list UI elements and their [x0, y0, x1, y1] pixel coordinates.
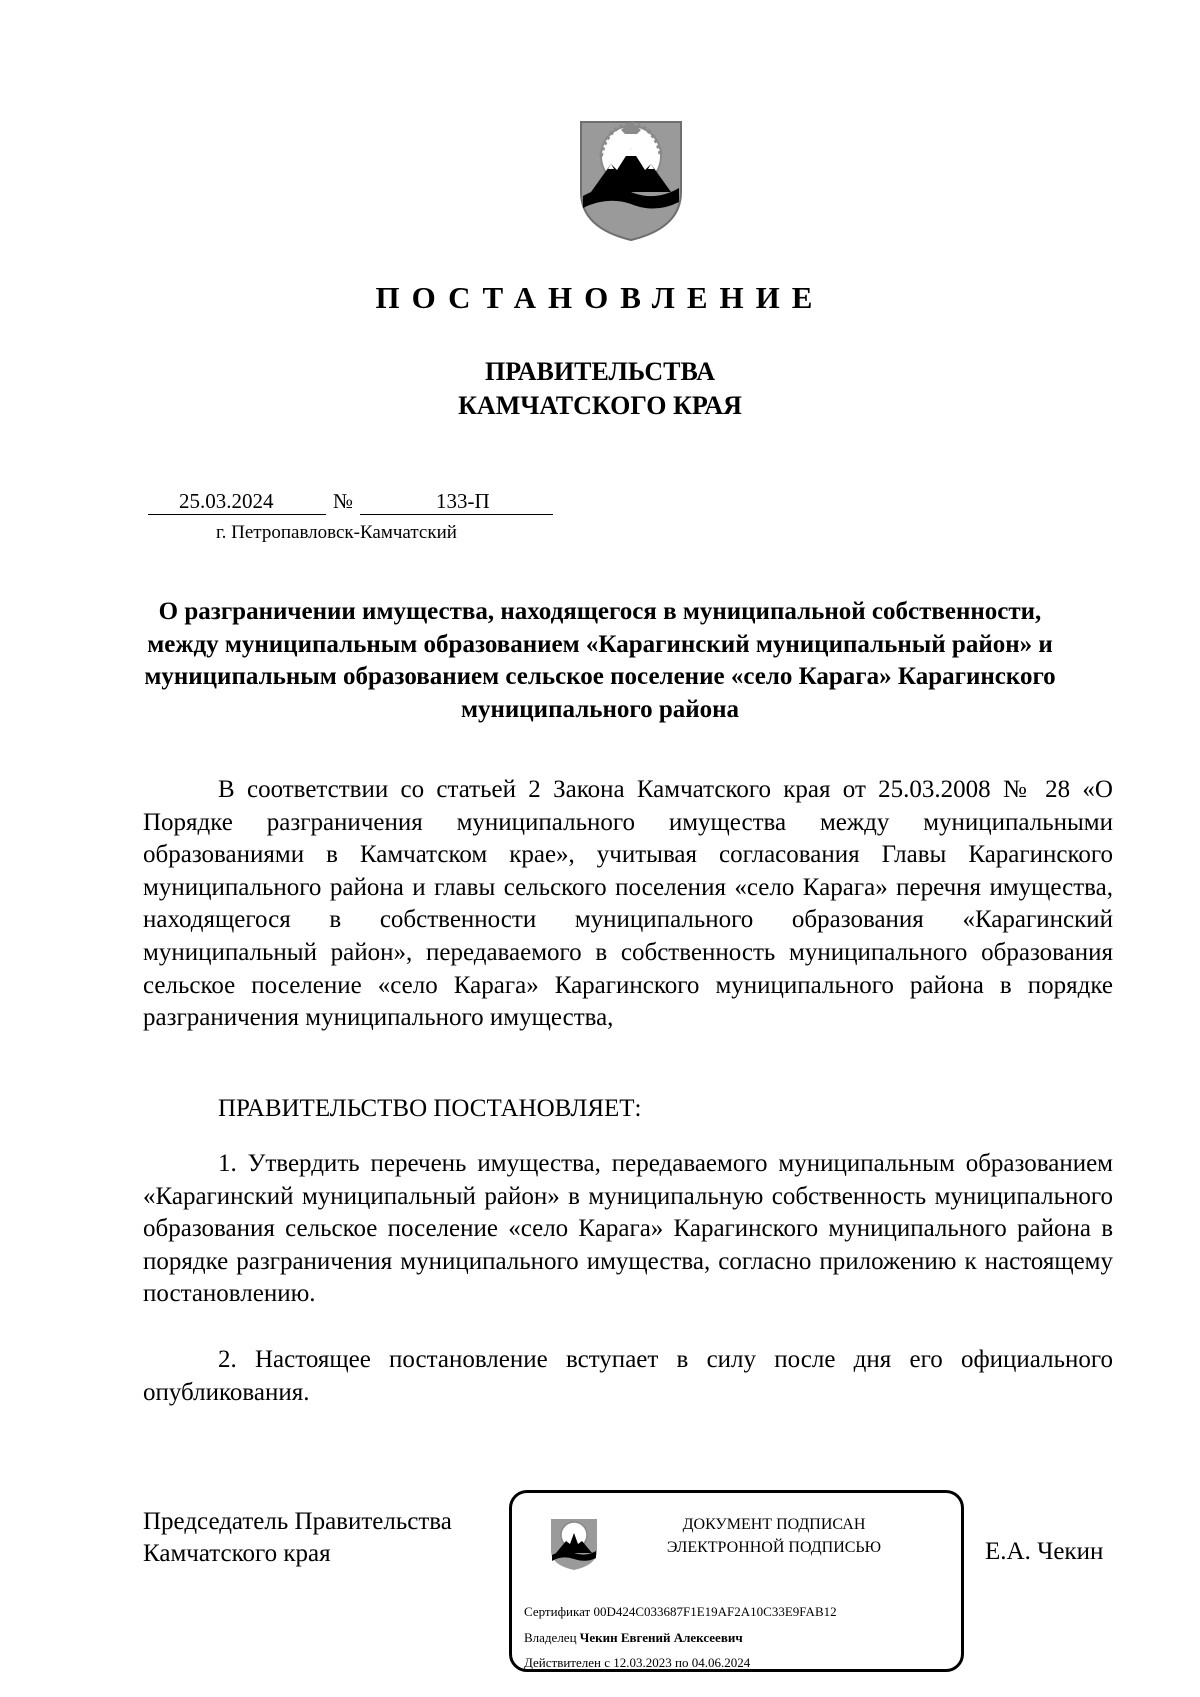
certificate-label: Сертификат: [524, 1604, 591, 1619]
stamp-title-line-2: ЭЛЕКТРОННОЙ ПОДПИСЬЮ: [666, 1539, 882, 1556]
stamp-validity-line: [524, 1655, 750, 1671]
valid-to: 04.06.2024: [691, 1655, 751, 1670]
valid-to-label: по: [675, 1655, 689, 1670]
number-sign: №: [333, 489, 354, 513]
stamp-owner-line: [524, 1630, 743, 1646]
issuer-line-2: КАМЧАТСКОГО КРАЯ: [458, 391, 742, 420]
document-number: 133-П: [436, 489, 490, 513]
number-underline: [360, 514, 553, 515]
decree-item-1: 1. Утвердить перечень имущества, передаваемого муниципальным образованием «Карагинский муниципальный район» в муниципальную собственность муниципального образования сельское поселение «село Карага» Карагинского муниципального района в порядке разграничения муниципального имущества, согласно приложению к настоящему постановлению.: [143, 1150, 1113, 1308]
document-title: О разграничении имущества, находящегося в муниципальной собственности, между муниципальным образованием «Карагинский муниципальный район» и муниципальным образованием сельское поселение «село Карага» Карагинского муниципального района: [144, 598, 1056, 723]
stamp-title: [624, 1513, 924, 1559]
electronic-signature-stamp: [509, 1490, 964, 1672]
signatory-name: Е.А. Чекин: [985, 1538, 1104, 1565]
decree-heading: ПРАВИТЕЛЬСТВО ПОСТАНОВЛЯЕТ:: [218, 1095, 642, 1122]
position-line-2: Камчатского края: [143, 1540, 331, 1567]
owner-value: Чекин Евгений Алексеевич: [579, 1630, 743, 1645]
issuer-line-1: ПРАВИТЕЛЬСТВА: [485, 357, 715, 386]
valid-label: Действителен с: [524, 1655, 610, 1670]
owner-label: Владелец: [524, 1630, 577, 1645]
certificate-value: 00D424C033687F1E19AF2A10C33E9FAB12: [593, 1604, 837, 1619]
valid-from: 12.03.2023: [613, 1655, 672, 1670]
preamble-paragraph: В соответствии со статьей 2 Закона Камчатского края от 25.03.2008 № 28 «О Порядке разграничения муниципального имущества между муниципальными образованиями в Камчатском крае», учитывая согласования Главы Карагинского муниципального района и главы сельского поселения «село Карага» перечня имущества, находящегося в собственности муниципального образования «Карагинский муниципальный район», передаваемого в собственность муниципального образования сельское поселение «село Карага» Карагинского муниципального района в порядке разграничения муниципального имущества,: [143, 776, 1113, 1032]
stamp-certificate-line: [524, 1604, 837, 1620]
date-underline: [148, 514, 326, 515]
date-number-line: [148, 489, 553, 519]
decree-item-2: 2. Настоящее постановление вступает в силу после дня его официального опубликования.: [143, 1346, 1113, 1406]
coat-of-arms-icon: [577, 110, 685, 242]
stamp-title-line-1: ДОКУМЕНТ ПОДПИСАН: [682, 1516, 866, 1533]
signatory-position: [143, 1506, 452, 1570]
city-line: г. Петропавловск-Камчатский: [216, 522, 457, 543]
stamp-emblem-icon: [548, 1513, 600, 1571]
position-line-1: Председатель Правительства: [143, 1508, 452, 1535]
document-date: 25.03.2024: [179, 489, 274, 513]
issuer-heading: [0, 355, 1200, 423]
document-type-heading: ПОСТАНОВЛЕНИЕ: [375, 280, 825, 315]
